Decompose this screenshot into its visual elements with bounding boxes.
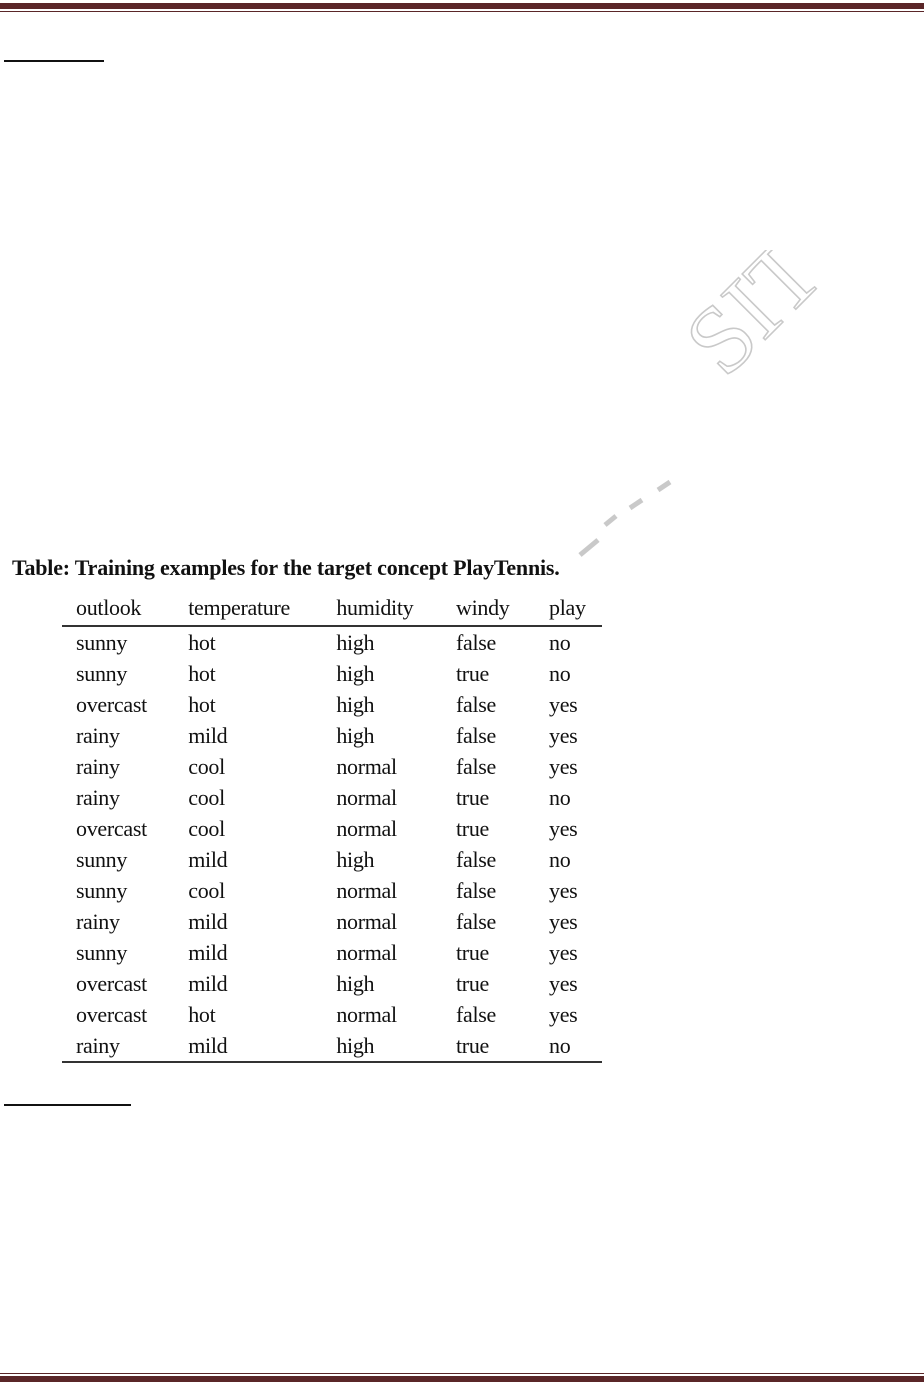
table-cell-humidity: normal — [336, 815, 397, 841]
table-row — [62, 875, 602, 906]
table-cell-outlook: rainy — [76, 908, 120, 934]
table-row — [62, 999, 602, 1030]
table-cell-windy: false — [455, 908, 497, 934]
table-cell-outlook: sunny — [76, 846, 128, 872]
table-cell-windy: false — [455, 691, 497, 717]
footer-rule-thick — [0, 1376, 924, 1382]
table-cell-humidity: normal — [336, 939, 397, 965]
table-cell-outlook: rainy — [76, 753, 120, 779]
table-cell-windy: false — [455, 877, 497, 903]
table-cell-outlook: overcast — [76, 691, 147, 717]
table-cell-windy: true — [442, 1030, 535, 1062]
watermark — [520, 250, 924, 580]
table-cell-windy: false — [455, 722, 497, 748]
table-cell-temperature: hot — [188, 691, 216, 717]
table-cell-play: no — [549, 846, 571, 872]
table-cell-outlook: overcast — [76, 970, 147, 996]
table-cell-play: yes — [549, 722, 578, 748]
table-cell-humidity: normal — [336, 1001, 397, 1027]
table-cell-humidity: normal — [336, 784, 397, 810]
table-cell-play: yes — [549, 970, 578, 996]
table-cell-play: yes — [549, 691, 578, 717]
table-cell-outlook: overcast — [76, 815, 147, 841]
table-cell-temperature: mild — [188, 939, 228, 965]
footer-rule-thin — [0, 1373, 924, 1374]
column-header-temperature: temperature — [174, 590, 322, 626]
table-cell-windy: false — [455, 629, 497, 655]
table-cell-temperature: hot — [188, 1001, 216, 1027]
column-header-outlook: outlook — [62, 590, 174, 626]
table-cell-play: yes — [549, 908, 578, 934]
table-cell-temperature: mild — [188, 846, 228, 872]
table-cell-humidity: high — [336, 691, 375, 717]
table-cell-windy: true — [455, 815, 489, 841]
playtennis-table — [62, 590, 602, 1063]
table-cell-windy: true — [455, 939, 489, 965]
section-heading-underline — [4, 60, 104, 62]
table-cell-windy: false — [455, 1001, 497, 1027]
table-row — [62, 968, 602, 999]
table-caption: Table: Training examples for the target concept PlayTennis. — [12, 555, 560, 580]
table-cell-play: no — [549, 660, 571, 686]
table-cell-temperature: cool — [188, 784, 225, 810]
table-cell-play: yes — [549, 753, 578, 779]
table-cell-outlook: rainy — [76, 722, 120, 748]
table-cell-humidity: high — [336, 722, 375, 748]
watermark-text: SIT — [664, 250, 842, 395]
table-row — [62, 689, 602, 720]
section-heading-underline — [4, 1104, 131, 1106]
table-cell-temperature: hot — [188, 629, 216, 655]
table-cell-temperature: mild — [188, 970, 228, 996]
table-cell-play: yes — [549, 877, 578, 903]
table-cell-outlook: rainy — [62, 1030, 174, 1062]
table-cell-humidity: high — [322, 1030, 442, 1062]
table-cell-outlook: sunny — [76, 629, 128, 655]
table-cell-temperature: cool — [188, 815, 225, 841]
table-cell-humidity: normal — [336, 908, 397, 934]
header-rule-thick — [0, 3, 924, 9]
table-row — [62, 751, 602, 782]
table-cell-temperature: mild — [188, 722, 228, 748]
table-cell-temperature: mild — [188, 908, 228, 934]
table-row — [62, 782, 602, 813]
table-cell-temperature: mild — [174, 1030, 322, 1062]
table-cell-play: no — [549, 784, 571, 810]
table-cell-temperature: cool — [188, 753, 225, 779]
table-cell-humidity: normal — [336, 753, 397, 779]
table-cell-outlook: overcast — [76, 1001, 147, 1027]
table-cell-humidity: high — [336, 660, 375, 686]
table-cell-play: yes — [549, 939, 578, 965]
table-cell-play: no — [549, 629, 571, 655]
table-cell-humidity: high — [336, 846, 375, 872]
table-row — [62, 937, 602, 968]
table-cell-temperature: cool — [188, 877, 225, 903]
table-header-row — [62, 590, 602, 626]
table-cell-play: no — [535, 1030, 602, 1062]
column-header-windy: windy — [442, 590, 535, 626]
watermark-fragment — [580, 482, 670, 555]
table-row — [62, 720, 602, 751]
table-cell-outlook: rainy — [76, 784, 120, 810]
table-cell-windy: true — [455, 970, 489, 996]
table-cell-play: yes — [549, 815, 578, 841]
table-cell-windy: false — [455, 753, 497, 779]
table-cell-windy: true — [455, 660, 489, 686]
table-cell-outlook: sunny — [76, 660, 128, 686]
table-cell-humidity: normal — [336, 877, 397, 903]
column-header-humidity: humidity — [322, 590, 442, 626]
table-cell-humidity: high — [336, 970, 375, 996]
table-cell-outlook: sunny — [76, 939, 128, 965]
table-cell-outlook: sunny — [76, 877, 128, 903]
table-row — [62, 658, 602, 689]
table-row — [62, 813, 602, 844]
table-cell-temperature: hot — [188, 660, 216, 686]
table-row — [62, 844, 602, 875]
table-row — [62, 906, 602, 937]
column-header-play: play — [535, 590, 602, 626]
table-row — [62, 1030, 602, 1062]
table-cell-humidity: high — [336, 629, 375, 655]
header-rule-thin — [0, 11, 924, 12]
table-cell-windy: false — [455, 846, 497, 872]
table-cell-windy: true — [455, 784, 489, 810]
table-cell-play: yes — [549, 1001, 578, 1027]
table-row — [62, 626, 602, 658]
